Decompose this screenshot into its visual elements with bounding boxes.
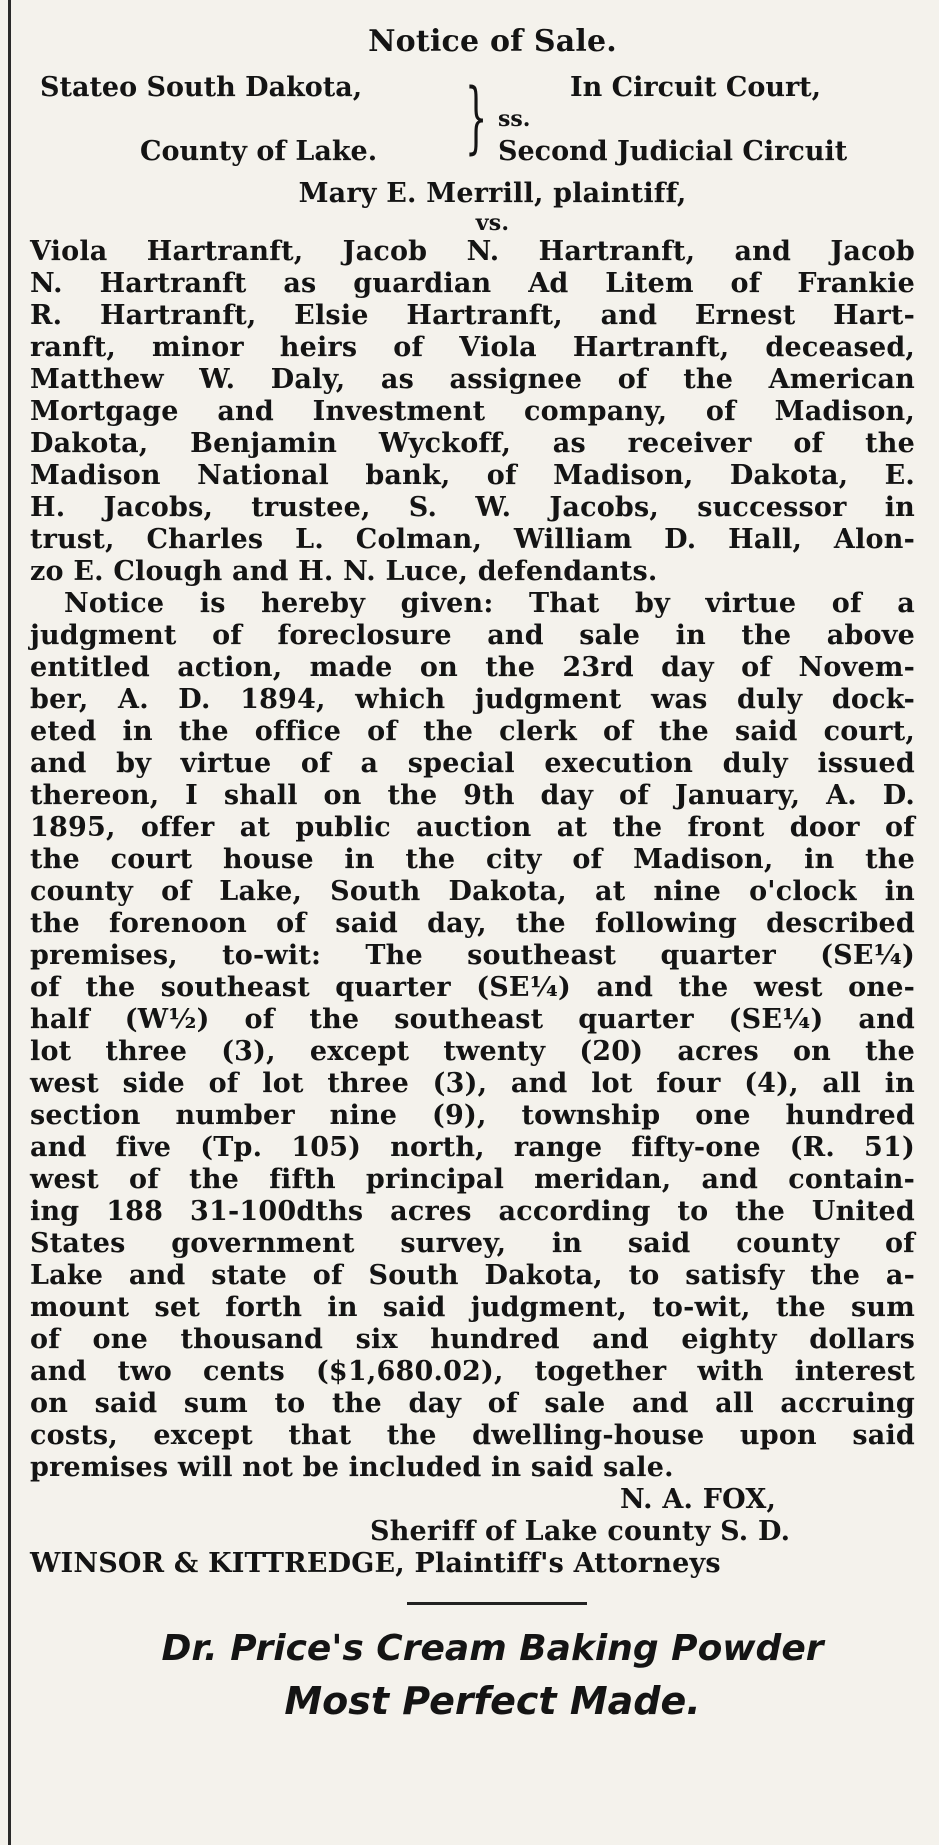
defendants-line: Madison National bank, of Madison, Dakota, E. <box>30 460 915 491</box>
defendants-line: N. Hartranft as guardian Ad Litem of Frankie <box>30 268 915 299</box>
body-line: Notice is hereby given: That by virtue of a <box>64 588 915 619</box>
caption-state: Stateo South Dakota, <box>40 72 363 103</box>
column-rule <box>8 0 11 1845</box>
defendants-line: Matthew W. Daly, as assignee of the American <box>30 364 915 395</box>
body-line: and five (Tp. 105) north, range fifty-one (R. 51) <box>30 1132 915 1163</box>
body-line: eted in the office of the clerk of the said court, <box>30 716 915 747</box>
body-line: on said sum to the day of sale and all accruing <box>30 1388 915 1419</box>
body-line: section number nine (9), township one hundred <box>30 1100 915 1131</box>
body-line: thereon, I shall on the 9th day of January, A. D. <box>30 780 915 811</box>
body-line: of one thousand six hundred and eighty dollars <box>30 1324 915 1355</box>
defendants-line: Mortgage and Investment company, of Madison, <box>30 396 915 427</box>
body-line: west of the fifth principal meridan, and contain- <box>30 1164 915 1195</box>
notice-body <box>30 588 915 1484</box>
body-line: and by virtue of a special execution duly issued <box>30 748 915 779</box>
attorneys-line: WINSOR & KITTREDGE, Plaintiff's Attorneys <box>30 1548 721 1579</box>
caption-court: In Circuit Court, <box>570 72 822 103</box>
defendants-line: R. Hartranft, Elsie Hartranft, and Ernest Hart- <box>30 300 915 331</box>
versus-line: vs. <box>475 210 510 236</box>
sheriff-title: Sheriff of Lake county S. D. <box>370 1516 791 1547</box>
defendants-line: Dakota, Benjamin Wyckoff, as receiver of the <box>30 428 915 459</box>
defendants-line: trust, Charles L. Colman, William D. Hall, Alon- <box>30 524 915 555</box>
body-line: ber, A. D. 1894, which judgment was duly dock- <box>30 684 915 715</box>
caption-ss: ss. <box>498 106 531 132</box>
sheriff-name: N. A. FOX, <box>620 1484 777 1515</box>
body-line: premises, to-wit: The southeast quarter (SE¼) <box>30 940 915 971</box>
body-line: lot three (3), except twenty (20) acres on the <box>30 1036 915 1067</box>
body-line: ing 188 31-100dths acres according to the United <box>30 1196 915 1227</box>
defendants-line: Viola Hartranft, Jacob N. Hartranft, and Jacob <box>30 236 915 267</box>
body-line: half (W½) of the southeast quarter (SE¼) and <box>30 1004 915 1035</box>
body-line: the court house in the city of Madison, in the <box>30 844 915 875</box>
plaintiff-line: Mary E. Merrill, plaintiff, <box>298 178 687 209</box>
body-line: county of Lake, South Dakota, at nine o'clock in <box>30 876 915 907</box>
notice-column <box>30 18 915 1727</box>
defendants-line: H. Jacobs, trustee, S. W. Jacobs, successor in <box>30 492 915 523</box>
body-line: west side of lot three (3), and lot four (4), all in <box>30 1068 915 1099</box>
defendants-line: ranft, minor heirs of Viola Hartranft, deceased, <box>30 332 915 363</box>
body-line: costs, except that the dwelling-house upon said <box>30 1420 915 1451</box>
case-caption <box>30 66 915 178</box>
caption-county: County of Lake. <box>140 136 378 167</box>
baking-powder-ad-tagline: Most Perfect Made. <box>284 1679 701 1723</box>
body-line: premises will not be included in said sale. <box>30 1452 674 1483</box>
body-line: mount set forth in said judgment, to-wit, the sum <box>30 1292 915 1323</box>
body-line: and two cents ($1,680.02), together with interest <box>30 1356 915 1387</box>
caption-brace: } <box>465 73 488 163</box>
body-line: Lake and state of South Dakota, to satisfy the a- <box>30 1260 915 1291</box>
caption-circuit: Second Judicial Circuit <box>498 136 848 167</box>
body-line: the forenoon of said day, the following described <box>30 908 915 939</box>
defendants-block <box>30 236 915 588</box>
section-divider <box>407 1602 587 1605</box>
body-line: of the southeast quarter (SE¼) and the west one- <box>30 972 915 1003</box>
body-line: judgment of foreclosure and sale in the above <box>30 620 915 651</box>
notice-title: Notice of Sale. <box>368 24 617 59</box>
body-line: States government survey, in said county of <box>30 1228 915 1259</box>
baking-powder-ad-headline: Dr. Price's Cream Baking Powder <box>161 1628 824 1669</box>
body-line: 1895, offer at public auction at the front door of <box>30 812 915 843</box>
body-line: entitled action, made on the 23rd day of Novem- <box>30 652 915 683</box>
defendants-line: zo E. Clough and H. N. Luce, defendants. <box>30 556 658 587</box>
